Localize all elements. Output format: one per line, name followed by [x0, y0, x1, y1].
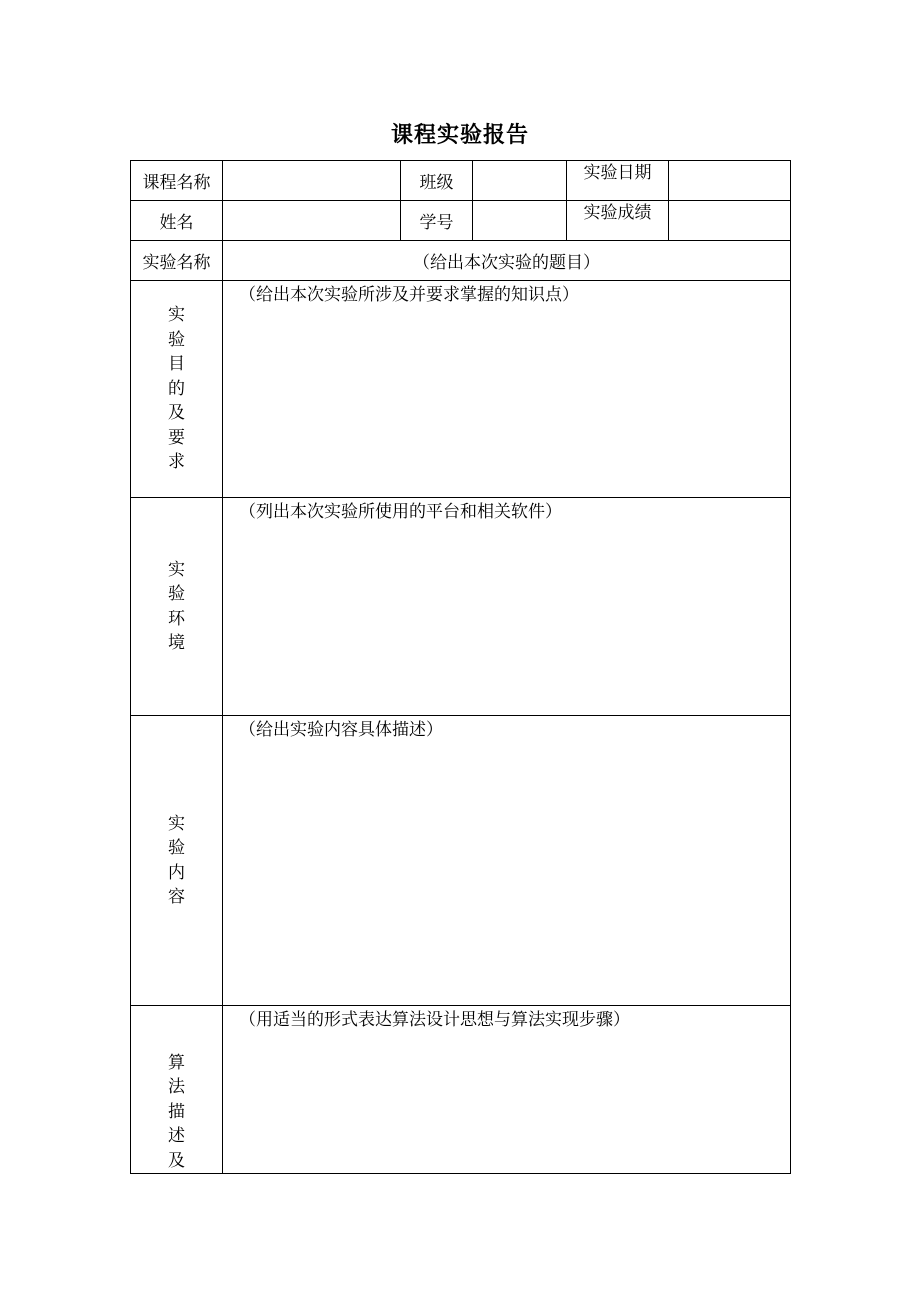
label-char: 的: [168, 378, 185, 399]
row-experiment-name: [131, 241, 791, 281]
row-course-info: [131, 161, 791, 201]
section-label: [131, 281, 223, 498]
score-label: [567, 201, 669, 241]
name-label: 姓名: [131, 201, 223, 241]
environment-hint: （列出本次实验所使用的平台和相关软件）: [239, 502, 562, 522]
algorithm-hint: （用适当的形式表达算法设计思想与算法实现步骤）: [239, 1010, 630, 1030]
label-char: 境: [168, 633, 185, 653]
label-char: 述: [168, 1126, 185, 1146]
class-label: 班级: [401, 161, 473, 201]
student-id-label: 学号: [401, 201, 473, 241]
course-name-field[interactable]: [223, 161, 401, 201]
label-char: 及: [168, 1150, 185, 1171]
label-char: 目: [168, 354, 185, 375]
section-label: [131, 1006, 223, 1174]
section-content: [131, 716, 791, 1006]
name-field[interactable]: [223, 201, 401, 241]
label-char: 法: [168, 1077, 185, 1097]
label-char: 实: [168, 813, 185, 834]
content-hint: （给出实验内容具体描述）: [239, 720, 443, 740]
label-char: 实: [168, 305, 185, 326]
content-content-area[interactable]: [223, 716, 791, 1006]
course-name-label: 课程名称: [131, 161, 223, 201]
experiment-name-label: 实验名称: [131, 241, 223, 281]
label-char: 环: [168, 608, 185, 629]
label-char: 内: [168, 862, 185, 883]
label-char: 验: [168, 584, 185, 604]
score-field[interactable]: [669, 201, 791, 241]
section-objectives: [131, 281, 791, 498]
student-id-field[interactable]: [473, 201, 567, 241]
label-char: 容: [168, 887, 185, 907]
date-label: [567, 161, 669, 201]
date-field[interactable]: [669, 161, 791, 201]
label-char: 实: [168, 559, 185, 580]
label-char: 求: [168, 452, 185, 473]
date-label-text: 实验日期: [583, 163, 652, 183]
label-char: 验: [168, 329, 185, 350]
objectives-hint: （给出本次实验所涉及并要求掌握的知识点）: [239, 285, 579, 305]
objectives-content-area[interactable]: [223, 281, 791, 498]
label-char: 算: [168, 1052, 185, 1073]
experiment-name-field[interactable]: （给出本次实验的题目）: [223, 241, 791, 281]
label-char: 验: [168, 838, 185, 858]
environment-content-area[interactable]: [223, 498, 791, 716]
class-field[interactable]: [473, 161, 567, 201]
row-student-info: [131, 201, 791, 241]
label-char: 描: [168, 1101, 185, 1122]
report-title: 课程实验报告: [390, 122, 529, 148]
section-label: [131, 716, 223, 1006]
report-table: [130, 160, 791, 1174]
section-algorithm: [131, 1006, 791, 1174]
label-char: 要: [168, 427, 185, 448]
score-label-text: 实验成绩: [583, 203, 652, 223]
label-char: 及: [168, 403, 185, 424]
algorithm-content-area[interactable]: [223, 1006, 791, 1174]
section-label: [131, 498, 223, 716]
section-environment: [131, 498, 791, 716]
